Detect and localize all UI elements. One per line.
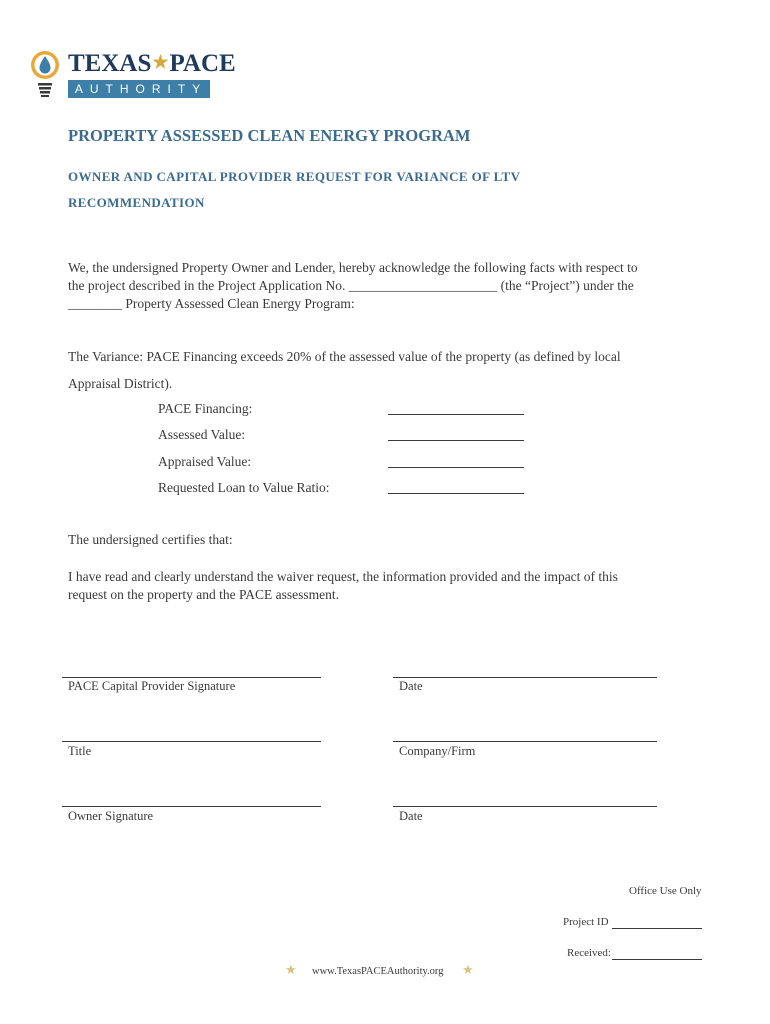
capital-provider-signature-line[interactable]: [62, 677, 321, 678]
page-subtitle-line-1: OWNER AND CAPITAL PROVIDER REQUEST FOR VARIANCE OF LTV: [68, 169, 521, 184]
certification-lead: The undersigned certifies that:: [68, 532, 233, 547]
project-id-field[interactable]: [612, 928, 702, 929]
logo-wordmark: [68, 50, 236, 78]
footer-website: www.TexasPACEAuthority.org: [312, 966, 444, 977]
owner-signature-label: Owner Signature: [68, 809, 154, 823]
assessed-value-field[interactable]: [388, 440, 524, 441]
intro-line-2: the project described in the Project Application No. ______________________ (the “Project”) under the: [68, 278, 634, 293]
loan-to-value-label: Requested Loan to Value Ratio:: [158, 480, 330, 495]
date-label-1: Date: [399, 679, 423, 693]
logo-word-texas: TEXAS: [68, 50, 152, 77]
page-subtitle-line-2: RECOMMENDATION: [68, 195, 205, 210]
received-field[interactable]: [612, 959, 702, 960]
certification-line-1: I have read and clearly understand the waiver request, the information provided and the impact of this: [68, 569, 618, 584]
date-line-1[interactable]: [393, 677, 657, 678]
company-firm-label: Company/Firm: [399, 744, 476, 758]
office-use-heading: Office Use Only: [629, 885, 702, 897]
date-line-2[interactable]: [393, 806, 657, 807]
logo-authority-bar: AUTHORITY: [68, 80, 210, 98]
pace-financing-label: PACE Financing:: [158, 401, 253, 416]
appraised-value-field[interactable]: [388, 467, 524, 468]
pace-financing-field[interactable]: [388, 414, 524, 415]
date-label-2: Date: [399, 809, 423, 823]
logo-word-pace: PACE: [169, 50, 236, 77]
capital-provider-signature-label: PACE Capital Provider Signature: [68, 679, 236, 693]
received-label: Received:: [567, 947, 611, 959]
title-label: Title: [68, 744, 92, 758]
lightbulb-drop-icon: [31, 51, 59, 97]
variance-line-1: The Variance: PACE Financing exceeds 20% of the assessed value of the property (as defined by local: [68, 349, 621, 364]
certification-line-2: request on the property and the PACE assessment.: [68, 587, 339, 602]
page-title: PROPERTY ASSESSED CLEAN ENERGY PROGRAM: [68, 126, 471, 145]
loan-to-value-field[interactable]: [388, 493, 524, 494]
star-icon: ★: [152, 52, 169, 72]
assessed-value-label: Assessed Value:: [158, 427, 246, 442]
project-id-label: Project ID: [563, 916, 609, 928]
intro-line-1: We, the undersigned Property Owner and Lender, hereby acknowledge the following facts with respect to: [68, 260, 638, 275]
appraised-value-label: Appraised Value:: [158, 454, 252, 469]
title-line[interactable]: [62, 741, 321, 742]
owner-signature-line[interactable]: [62, 806, 321, 807]
intro-line-3: ________ Property Assessed Clean Energy Program:: [68, 296, 355, 311]
variance-line-2: Appraisal District).: [68, 376, 173, 391]
footer-star-icon-left: ★: [285, 962, 297, 977]
company-firm-line[interactable]: [393, 741, 657, 742]
footer-star-icon-right: ★: [462, 962, 474, 977]
